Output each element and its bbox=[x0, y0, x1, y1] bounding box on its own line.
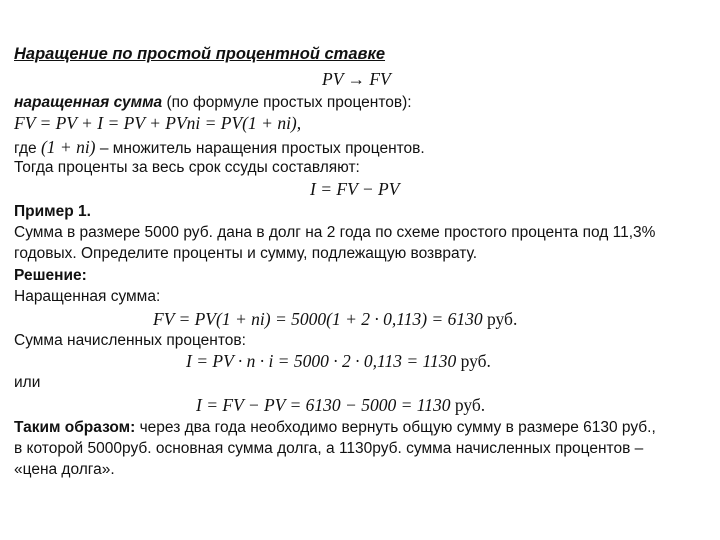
example-text-line-2: годовых. Определите проценты и сумму, подлежащую возврату. bbox=[14, 245, 478, 262]
calc-interest-alt bbox=[196, 395, 485, 417]
calc-interest-formula: I = PV · n · i = 5000 · 2 · 0,113 = 1130 bbox=[186, 351, 457, 371]
conclusion-line-1 bbox=[14, 418, 656, 438]
formula-interest: I = FV − PV bbox=[310, 179, 400, 199]
interest-sum-label: Сумма начисленных процентов: bbox=[14, 332, 246, 349]
calc-interest-alt-formula: I = FV − PV = 6130 − 5000 = 1130 bbox=[196, 395, 451, 415]
example-title: Пример 1. bbox=[14, 203, 91, 220]
multiplier-suffix: – множитель наращения простых процентов. bbox=[95, 140, 425, 157]
calc-interest-alt-unit: руб. bbox=[450, 395, 486, 415]
multiplier-prefix: где bbox=[14, 140, 41, 157]
calc-fv-formula: FV = PV(1 + ni) = 5000(1 + 2 · 0,113) = 6130 bbox=[153, 309, 483, 329]
calc-fv bbox=[153, 309, 517, 331]
page-title: Наращение по простой процентной ставке bbox=[14, 45, 386, 63]
formula-fv: FV = PV + I = PV + PVni = PV(1 + ni), bbox=[14, 113, 302, 133]
calc-interest-unit: руб. bbox=[456, 351, 491, 371]
accrued-sum-term: наращенная сумма bbox=[14, 94, 163, 111]
or-label: или bbox=[14, 374, 41, 391]
calc-fv-unit: руб. bbox=[482, 309, 518, 329]
accrued-sum-definition bbox=[14, 93, 412, 113]
solution-title: Решение: bbox=[14, 267, 87, 284]
conclusion-lead: Таким образом: bbox=[14, 419, 136, 436]
conclusion-line-3: «цена долга». bbox=[14, 461, 115, 478]
multiplier-explanation bbox=[14, 137, 425, 159]
formula-pv-to-fv: PV → FV bbox=[322, 69, 391, 89]
accrued-sum-label: Наращенная сумма: bbox=[14, 288, 161, 305]
accrued-sum-note: (по формуле простых процентов): bbox=[162, 94, 412, 111]
multiplier-formula: (1 + ni) bbox=[40, 137, 96, 157]
conclusion-line-2: в которой 5000руб. основная сумма долга, а 1130руб. сумма начисленных процентов – bbox=[14, 440, 644, 457]
conclusion-text-1: через два года необходимо вернуть общую сумму в размере 6130 руб., bbox=[135, 419, 656, 436]
calc-interest bbox=[186, 351, 491, 373]
example-text-line-1: Сумма в размере 5000 руб. дана в долг на 2 года по схеме простого процента под 11,3% bbox=[14, 224, 656, 241]
interest-intro: Тогда проценты за весь срок ссуды составляют: bbox=[14, 159, 360, 176]
